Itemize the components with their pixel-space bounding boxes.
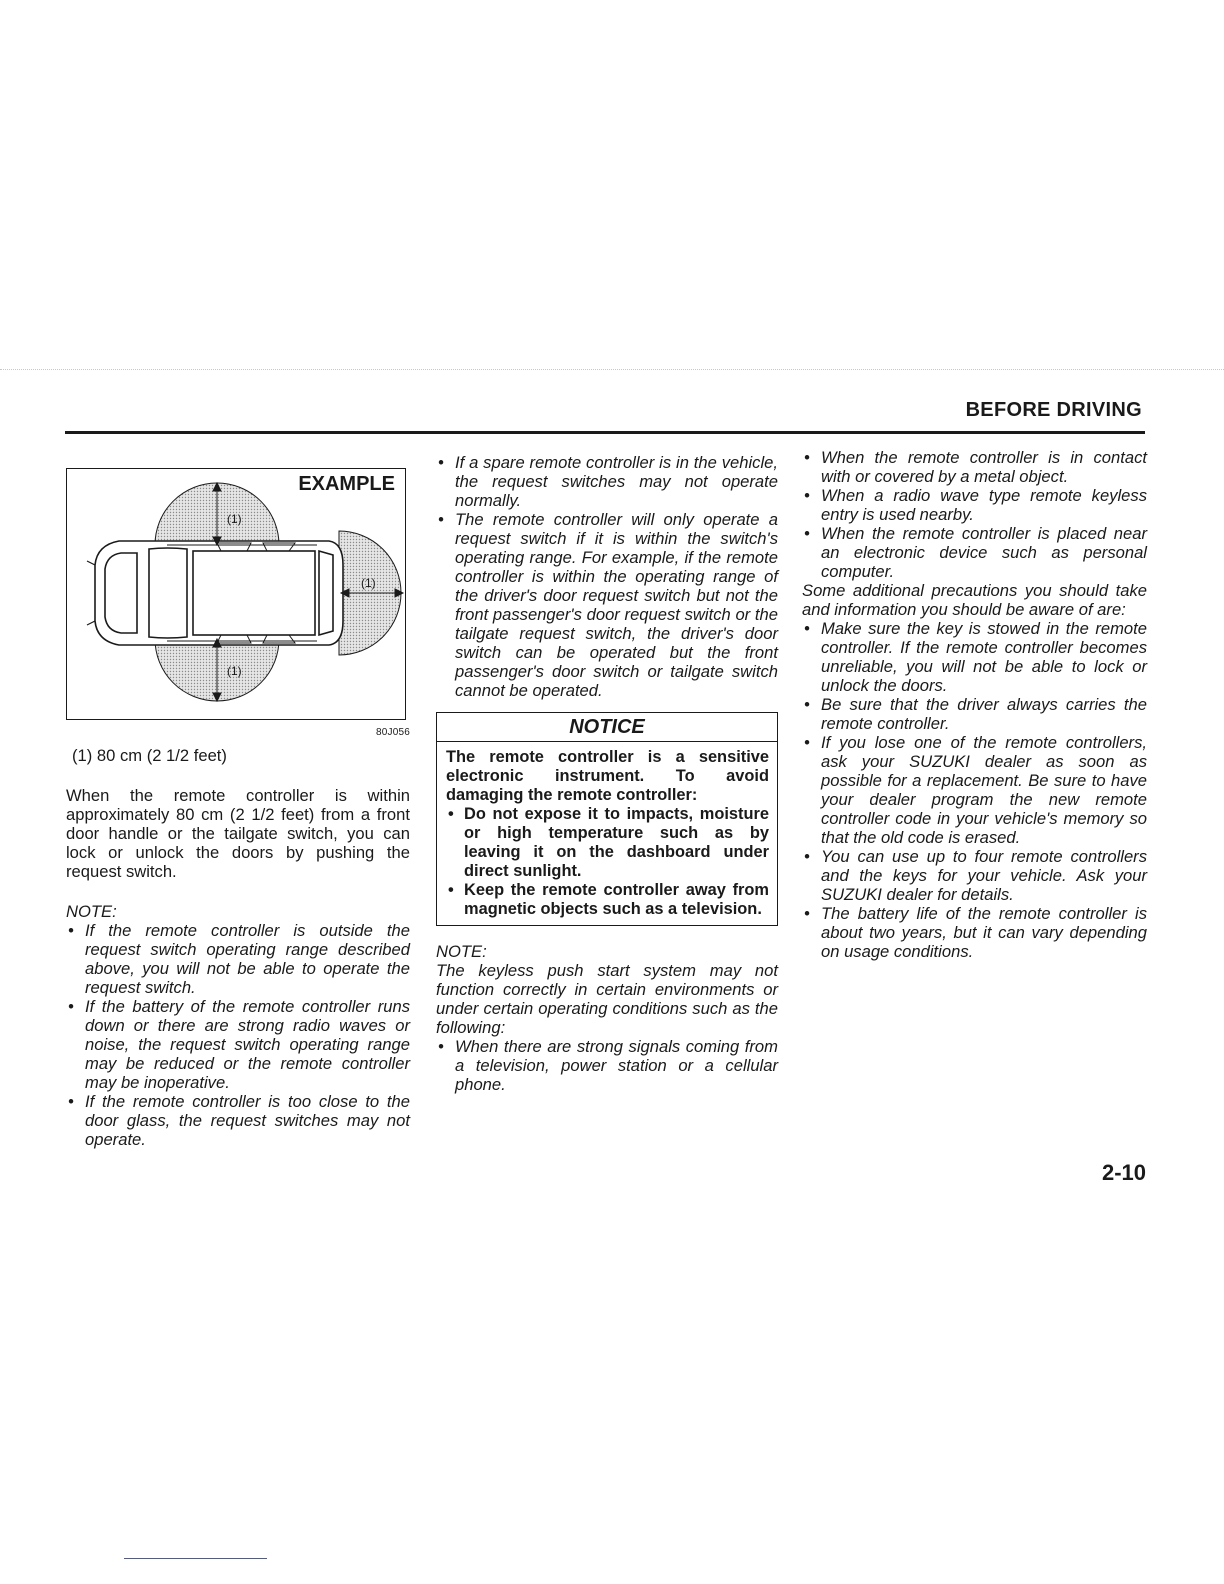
notice-intro: The remote controller is a sensitive electronic instrument. To avoid damaging the remote controller:: [446, 748, 769, 804]
list-item: • If you lose one of the remote controllers, ask your SUZUKI dealer as soon as possible for a replacement. Be sure to have your dealer program the new remote controller code in your vehicle's memory so that the old code is erased.: [802, 733, 1147, 847]
section-title: BEFORE DRIVING: [965, 399, 1142, 421]
precautions-list: [802, 619, 1147, 961]
list-item: • If the battery of the remote controller runs down or there are strong radio waves or noise, the request switch operating range may be reduced or the remote controller may be inoperative.: [66, 997, 410, 1092]
precautions-intro: Some additional precautions you should take and information you should be aware of are:: [802, 581, 1147, 619]
column-3: [802, 448, 1147, 961]
range-label-bottom: (1): [227, 664, 242, 678]
range-label-top: (1): [227, 512, 242, 526]
list-item: • Make sure the key is stowed in the remote controller. If the remote controller becomes unreliable, you will not be able to lock or unlock the doors.: [802, 619, 1147, 695]
figure-caption: (1) 80 cm (2 1/2 feet): [72, 746, 227, 765]
intro-paragraph: When the remote controller is within approximately 80 cm (2 1/2 feet) from a front door handle or the tailgate switch, you can lock or unlock the doors by pushing the request switch.: [66, 786, 410, 881]
car-range-diagram: [67, 469, 405, 719]
notice-box: [436, 712, 778, 926]
header-rule: [65, 431, 1145, 434]
range-figure: [66, 468, 406, 720]
page-number: 2-10: [1101, 1160, 1146, 1185]
list-item: • If a spare remote controller is in the vehicle, the request switches may not operate normally.: [436, 453, 778, 510]
list-item: • When there are strong signals coming from a television, power station or a cellular phone.: [436, 1037, 778, 1094]
list-item: • When the remote controller is in contact with or covered by a metal object.: [802, 448, 1147, 486]
note-list: [436, 1037, 778, 1094]
footer-link-line: [124, 1558, 267, 1559]
note-list: [66, 921, 410, 1149]
list-item: • Keep the remote controller away from magnetic objects such as a television.: [446, 881, 769, 919]
range-label-rear: (1): [361, 576, 376, 590]
note-label: NOTE:: [66, 902, 117, 921]
list-item: • You can use up to four remote controllers and the keys for your vehicle. Ask your SUZUKI dealer for details.: [802, 847, 1147, 904]
car-icon: [87, 541, 343, 645]
column-2: [436, 453, 778, 1094]
notice-title: NOTICE: [437, 713, 777, 742]
list-item: • When the remote controller is placed near an electronic device such as personal computer.: [802, 524, 1147, 581]
column-1: [66, 468, 410, 1149]
note-label: NOTE:: [436, 942, 487, 961]
note-continued-list: [436, 453, 778, 700]
conditions-list: [802, 448, 1147, 581]
figure-code: 80J056: [375, 727, 410, 738]
list-item: • If the remote controller is too close to the door glass, the request switches may not operate.: [66, 1092, 410, 1149]
note-text: The keyless push start system may not function correctly in certain environments or under certain operating conditions such as the following:: [436, 961, 778, 1037]
list-item: • When a radio wave type remote keyless entry is used nearby.: [802, 486, 1147, 524]
list-item: • Be sure that the driver always carries the remote controller.: [802, 695, 1147, 733]
list-item: • Do not expose it to impacts, moisture or high temperature such as by leaving it on the dashboard under direct sunlight.: [446, 805, 769, 881]
list-item: • The battery life of the remote controller is about two years, but it can vary depending on usage conditions.: [802, 904, 1147, 961]
notice-list: [446, 805, 769, 919]
scan-edge-line: [0, 369, 1224, 370]
figure-label: EXAMPLE: [298, 473, 395, 495]
list-item: • If the remote controller is outside the request switch operating range described above, you will not be able to operate the request switch.: [66, 921, 410, 997]
list-item: • The remote controller will only operate a request switch if it is within the switch's operating range. For example, if the remote controller is within the operating range of the driver's door request switch but not the front passenger's door request switch or the tailgate request switch, the driver's door switch can be operated but the front passenger's door switch or tailgate switch cannot be operated.: [436, 510, 778, 700]
